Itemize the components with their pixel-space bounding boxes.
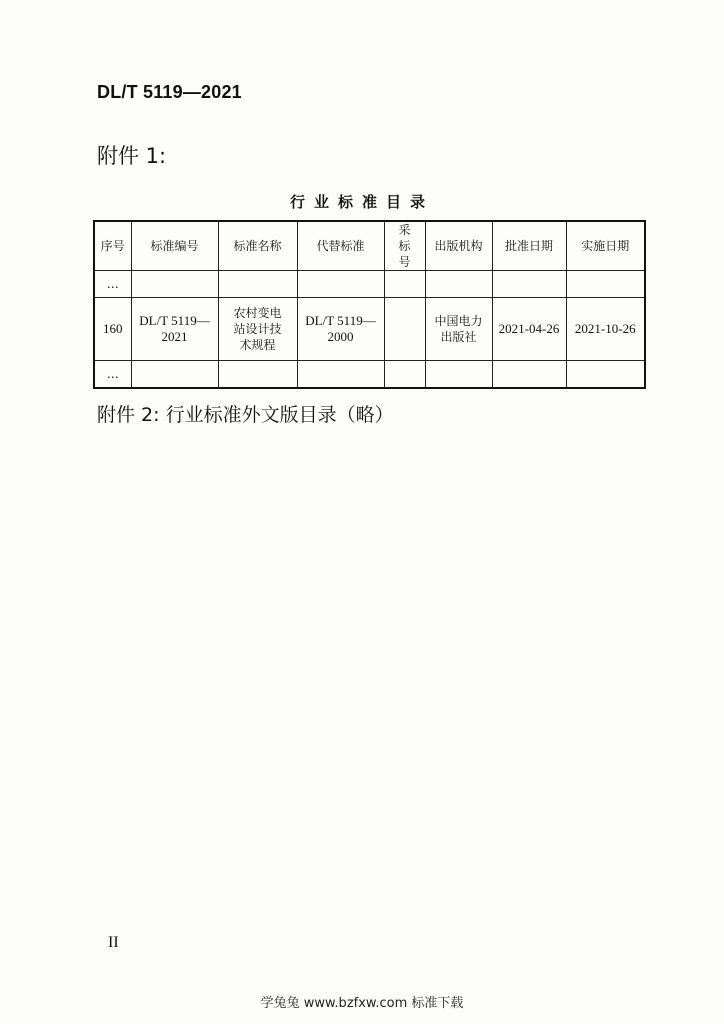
attachment-2: [97, 400, 394, 427]
attachment-2-text: 行业标准外文版目录（略）: [165, 404, 394, 426]
table-title: 行业标准目录: [289, 193, 434, 211]
table-header-row: [94, 221, 645, 271]
table-cell: [384, 298, 425, 361]
table-cell: [566, 271, 645, 298]
page-number: II: [108, 934, 119, 951]
table-cell: 中国电力出版社: [425, 298, 492, 361]
table-cell: [131, 361, 218, 389]
table-cell: …: [94, 271, 131, 298]
standard-code-header: DL/T 5119—2021: [97, 82, 242, 102]
footer-watermark: 学兔兔 www.bzfxw.com 标准下载: [260, 996, 464, 1011]
table-cell: [425, 361, 492, 389]
table-cell: [297, 271, 384, 298]
header-cell: 代替标准: [297, 221, 384, 271]
table-row: [94, 271, 645, 298]
table-cell: [218, 361, 297, 389]
table-cell: [384, 361, 425, 389]
table-cell: DL/T 5119—2000: [297, 298, 384, 361]
table-cell: [566, 361, 645, 389]
attachment-1-label: 附件 1:: [97, 144, 167, 168]
standards-catalog-table: [93, 220, 646, 389]
header-cell: 批准日期: [492, 221, 566, 271]
header-cell: 出版机构: [425, 221, 492, 271]
header-cell: 实施日期: [566, 221, 645, 271]
table-cell: 农村变电站设计技术规程: [218, 298, 297, 361]
table-cell: DL/T 5119—2021: [131, 298, 218, 361]
header-cell: 序号: [94, 221, 131, 271]
attachment-2-label: 附件 2:: [97, 404, 160, 426]
table-cell: [218, 271, 297, 298]
table-cell: [492, 271, 566, 298]
header-cell: 标准编号: [131, 221, 218, 271]
table-cell: [425, 271, 492, 298]
table-cell: [131, 271, 218, 298]
table-cell: [384, 271, 425, 298]
table-cell: 160: [94, 298, 131, 361]
table-cell: [492, 361, 566, 389]
table-cell: 2021-10-26: [566, 298, 645, 361]
header-cell: 标准名称: [218, 221, 297, 271]
table-cell: [297, 361, 384, 389]
table-row: [94, 361, 645, 389]
header-cell: 采标号: [384, 221, 425, 271]
table-cell: …: [94, 361, 131, 389]
table-cell: 2021-04-26: [492, 298, 566, 361]
table-row: [94, 298, 645, 361]
